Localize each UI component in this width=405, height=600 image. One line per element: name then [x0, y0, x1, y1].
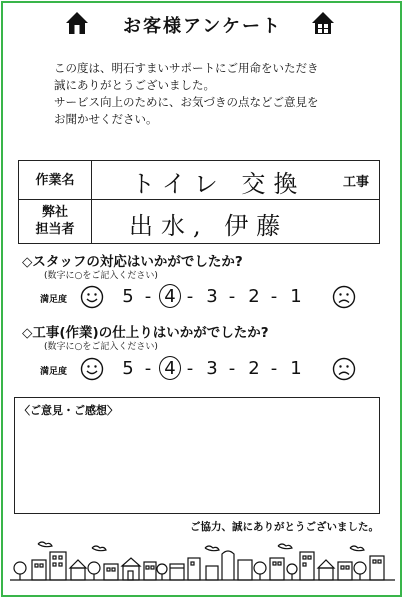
- work-label: 作業名: [19, 161, 92, 199]
- question-1: ◇スタッフの対応はいかがでしたか?: [22, 254, 243, 270]
- rating-option-5[interactable]: 5: [122, 358, 134, 379]
- intro-line: この度は、明石すまいサポートにご用命をいただき: [54, 61, 319, 75]
- work-value[interactable]: トイレ 交換: [131, 170, 306, 198]
- intro-line: お聞かせください。: [54, 112, 158, 126]
- rating-option-2[interactable]: 2: [248, 358, 260, 379]
- satisfaction-label: 満足度: [40, 367, 68, 377]
- smile-face-icon: [80, 357, 104, 381]
- frown-face-icon: [332, 357, 356, 381]
- selected-circle: [159, 284, 181, 308]
- rating-option-3[interactable]: 3: [206, 286, 218, 307]
- rating-scale-1: 5 - 4 - 3 - 2 - 1: [120, 286, 330, 310]
- info-table: [18, 160, 380, 244]
- intro-text: [54, 60, 374, 128]
- rating-option-1[interactable]: 1: [290, 286, 302, 307]
- intro-line: サービス向上のために、お気づきの点などご意見を: [54, 95, 319, 109]
- question-1-note: (数字に○をご記入ください): [44, 271, 158, 281]
- page-title: お客様アンケート: [123, 16, 282, 37]
- question-2-note: (数字に○をご記入ください): [44, 342, 158, 352]
- frown-face-icon: [332, 285, 356, 309]
- intro-line: 誠にありがとうございました。: [54, 78, 215, 92]
- work-suffix: 工事: [342, 175, 369, 190]
- rating-option-5[interactable]: 5: [122, 286, 134, 307]
- comments-label: 〈ご意見・ご感想〉: [19, 404, 118, 417]
- rating-option-4[interactable]: 4: [164, 286, 176, 307]
- satisfaction-label: 満足度: [40, 295, 68, 305]
- rating-option-3[interactable]: 3: [206, 358, 218, 379]
- rating-row-2: [0, 355, 405, 385]
- header: [0, 8, 405, 40]
- selected-circle: [159, 356, 181, 380]
- rating-option-1[interactable]: 1: [290, 358, 302, 379]
- work-row: [19, 161, 379, 200]
- rating-row-1: [0, 283, 405, 313]
- staff-value[interactable]: 出水, 伊藤: [129, 212, 289, 240]
- rating-option-2[interactable]: 2: [248, 286, 260, 307]
- comments-box[interactable]: [14, 397, 380, 514]
- staff-label: 弊社 担当者: [19, 199, 92, 243]
- staff-row: [19, 199, 379, 243]
- house-icon: [310, 10, 336, 36]
- town-illustration: [10, 538, 395, 583]
- question-2: ◇工事(作業)の仕上りはいかがでしたか?: [22, 325, 269, 341]
- rating-option-4[interactable]: 4: [164, 358, 176, 379]
- thanks-text: ご協力、誠にありがとうございました。: [190, 521, 379, 533]
- rating-scale-2: 5 - 4 - 3 - 2 - 1: [120, 358, 330, 382]
- smile-face-icon: [80, 285, 104, 309]
